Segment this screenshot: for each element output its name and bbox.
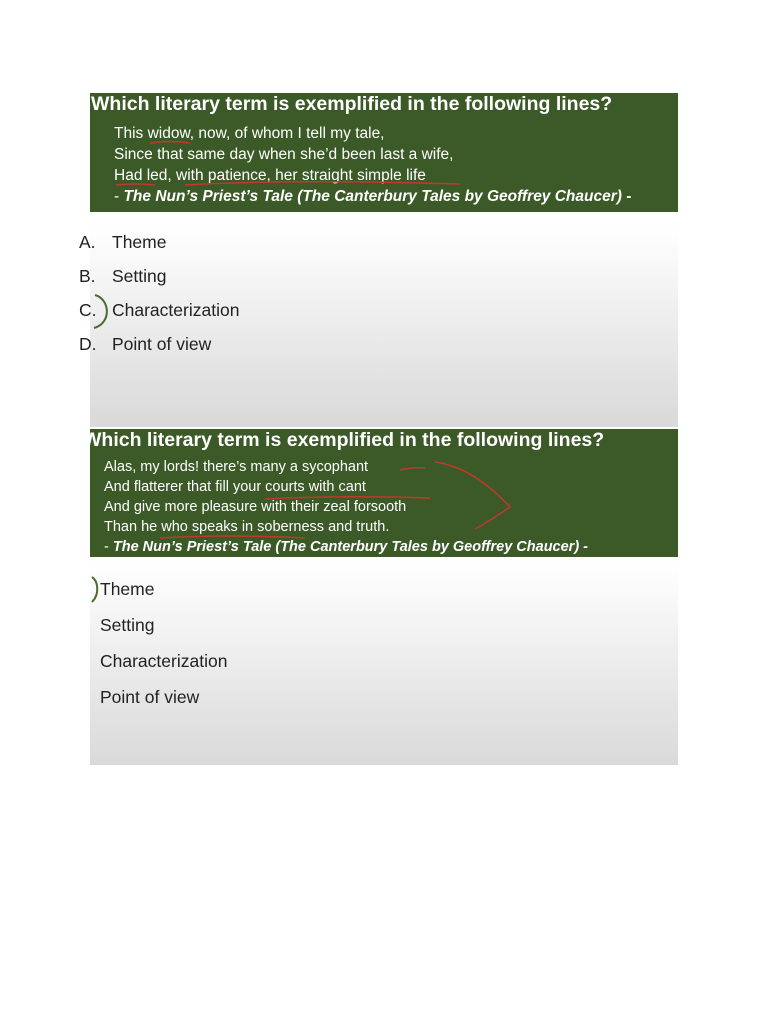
- question-title: Which literary term is exemplified in the following lines?: [91, 93, 613, 115]
- verse-excerpt: [104, 457, 588, 557]
- option-label: Setting: [100, 615, 155, 635]
- option-letter: A.: [79, 232, 96, 252]
- question-title: Which literary term is exemplified in the following lines?: [83, 429, 605, 451]
- source-citation: - The Nun’s Priest’s Tale (The Canterbury Tales by Geoffrey Chaucer) -: [104, 539, 589, 555]
- verse-line: Alas, my lords! there’s many a sycophant: [104, 459, 369, 475]
- option-label: Setting: [112, 266, 167, 286]
- verse-line: Since that same day when she’d been last a wife,: [114, 146, 454, 163]
- option-letter: B.: [79, 266, 96, 286]
- question-banner: [83, 429, 678, 557]
- verse-line: Had led, with patience, her straight simple life: [114, 167, 426, 184]
- verse-line: This widow, now, of whom I tell my tale,: [114, 125, 385, 142]
- question-card-1: [79, 93, 678, 427]
- option-letter: D.: [79, 334, 97, 354]
- option-label: Characterization: [112, 300, 240, 320]
- option-label: Point of view: [112, 334, 212, 354]
- option-label: Theme: [112, 232, 167, 252]
- question-card-2: [83, 429, 678, 765]
- source-citation: - The Nun’s Priest’s Tale (The Canterbury Tales by Geoffrey Chaucer) -: [114, 188, 632, 205]
- verse-line: And flatterer that fill your courts with cant: [104, 479, 366, 495]
- question-banner: [90, 93, 678, 212]
- option-label: Point of view: [100, 687, 200, 707]
- option-label: Characterization: [100, 651, 228, 671]
- verse-line: And give more pleasure with their zeal forsooth: [104, 499, 407, 515]
- option-label: Theme: [100, 579, 155, 599]
- verse-excerpt: [114, 123, 631, 207]
- answer-circle-mark: [92, 577, 97, 602]
- option-letter: C.: [79, 300, 97, 320]
- verse-line: Than he who speaks in soberness and truth.: [104, 519, 390, 535]
